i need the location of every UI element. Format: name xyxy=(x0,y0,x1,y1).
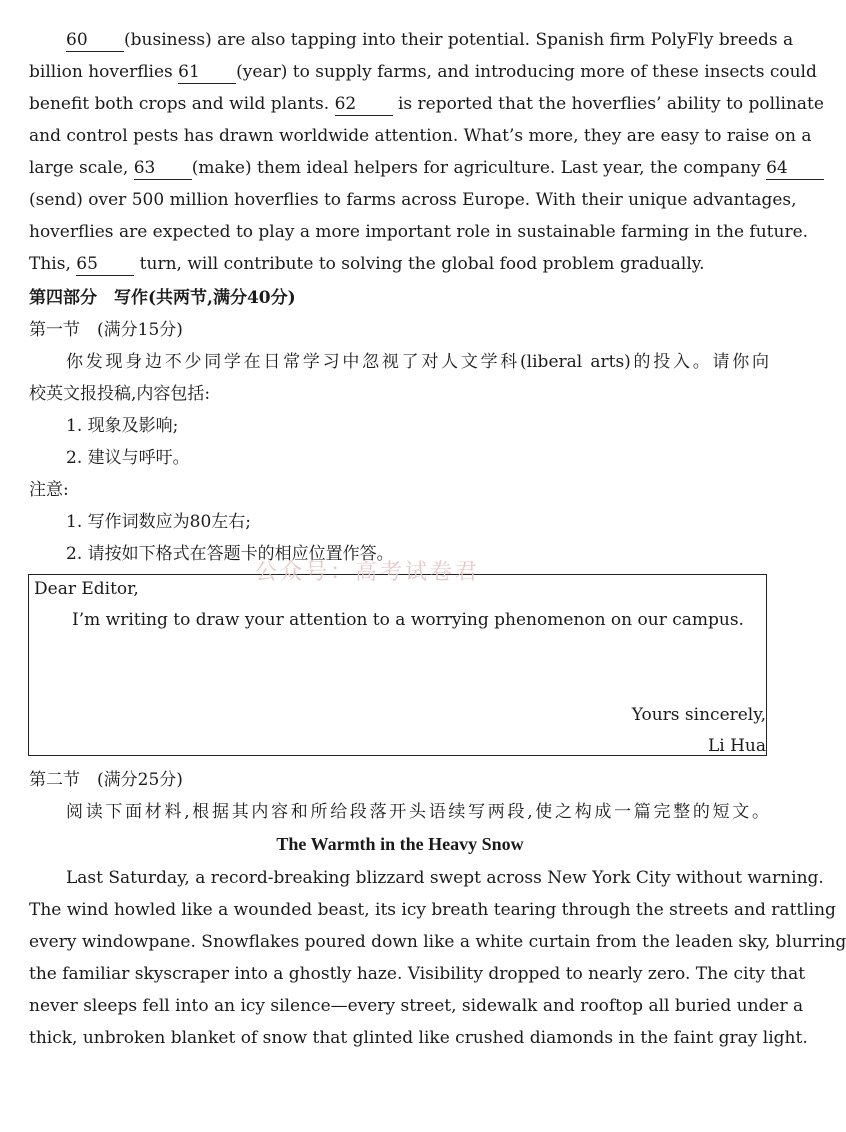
blank-64[interactable]: 64 xyxy=(766,157,824,180)
story-line: Last Saturday, a record-breaking blizzard swept across New York City without warning. xyxy=(66,868,824,888)
passage-line-1 xyxy=(66,24,794,56)
section2-instruction: 阅读下面材料,根据其内容和所给段落开头语续写两段,使之构成一篇完整的短文。 xyxy=(66,802,769,822)
story-title: The Warmth in the Heavy Snow xyxy=(276,834,524,854)
blank-61[interactable]: 61 xyxy=(178,61,236,84)
passage-line-4 xyxy=(29,120,812,152)
letter-closing: Yours sincerely, xyxy=(631,705,766,725)
letter-greeting: Dear Editor, xyxy=(34,579,139,599)
passage-text: (business) are also tapping into their potential. Spanish firm PolyFly breeds a xyxy=(124,30,794,50)
passage-text: (make) them ideal helpers for agriculture. Last year, the company xyxy=(191,158,761,178)
note-item-1: 1. 写作词数应为80左右; xyxy=(66,512,251,532)
letter-signature: Li Hua xyxy=(707,736,766,756)
story-line: every windowpane. Snowflakes poured down like a white curtain from the leaden sky, blurring xyxy=(29,932,846,952)
passage-text: and control pests has drawn worldwide attention. What’s more, they are easy to raise on a xyxy=(29,126,812,146)
passage-text: billion hoverflies xyxy=(29,62,173,82)
passage-line-6 xyxy=(29,184,797,216)
section1-title: 第一节 (满分15分) xyxy=(29,320,183,340)
passage-text: (year) to supply farms, and introducing more of these insects could xyxy=(236,62,817,82)
passage-text: benefit both crops and wild plants. xyxy=(29,94,330,114)
blank-60[interactable]: 60 xyxy=(66,29,124,52)
part4-heading: 第四部分 写作(共两节,满分40分) xyxy=(29,288,296,308)
prompt-item-2: 2. 建议与呼吁。 xyxy=(66,448,190,468)
story-line: The wind howled like a wounded beast, its icy breath tearing through the streets and rattling xyxy=(29,900,836,920)
story-line: the familiar skyscraper into a ghostly haze. Visibility dropped to nearly zero. The city that xyxy=(29,964,806,984)
story-line: never sleeps fell into an icy silence—every street, sidewalk and rooftop all buried under a xyxy=(29,996,804,1016)
letter-opening: I’m writing to draw your attention to a worrying phenomenon on our campus. xyxy=(72,610,744,630)
prompt-item-1: 1. 现象及影响; xyxy=(66,416,179,436)
passage-line-7 xyxy=(29,216,809,248)
passage-text: turn, will contribute to solving the global food problem gradually. xyxy=(139,254,705,274)
blank-62[interactable]: 62 xyxy=(335,93,393,116)
passage-text: large scale, xyxy=(29,158,129,178)
passage-line-3 xyxy=(29,88,824,120)
note-item-2: 2. 请按如下格式在答题卡的相应位置作答。 xyxy=(66,544,394,564)
writing-prompt-line-2: 校英文报投稿,内容包括: xyxy=(29,384,211,404)
blank-65[interactable]: 65 xyxy=(76,253,134,276)
watermark: 公众号：高考试卷君 xyxy=(255,560,481,585)
passage-text: This, xyxy=(29,254,71,274)
story-line: thick, unbroken blanket of snow that glinted like crushed diamonds in the faint gray light. xyxy=(29,1028,808,1048)
note-title: 注意: xyxy=(29,480,69,500)
passage-line-8 xyxy=(29,248,769,280)
blank-63[interactable]: 63 xyxy=(134,157,192,180)
passage-text: is reported that the hoverflies’ ability to pollinate xyxy=(397,94,824,114)
passage-text: (send) over 500 million hoverflies to farms across Europe. With their unique advantages, xyxy=(29,190,797,210)
section2-title: 第二节 (满分25分) xyxy=(29,770,183,790)
writing-prompt-line-1: 你发现身边不少同学在日常学习中忽视了对人文学科(liberal arts)的投入。请你向 xyxy=(66,352,769,372)
passage-line-2 xyxy=(29,56,817,88)
passage-text: hoverflies are expected to play a more important role in sustainable farming in the future. xyxy=(29,222,809,242)
passage-line-5 xyxy=(29,152,788,184)
